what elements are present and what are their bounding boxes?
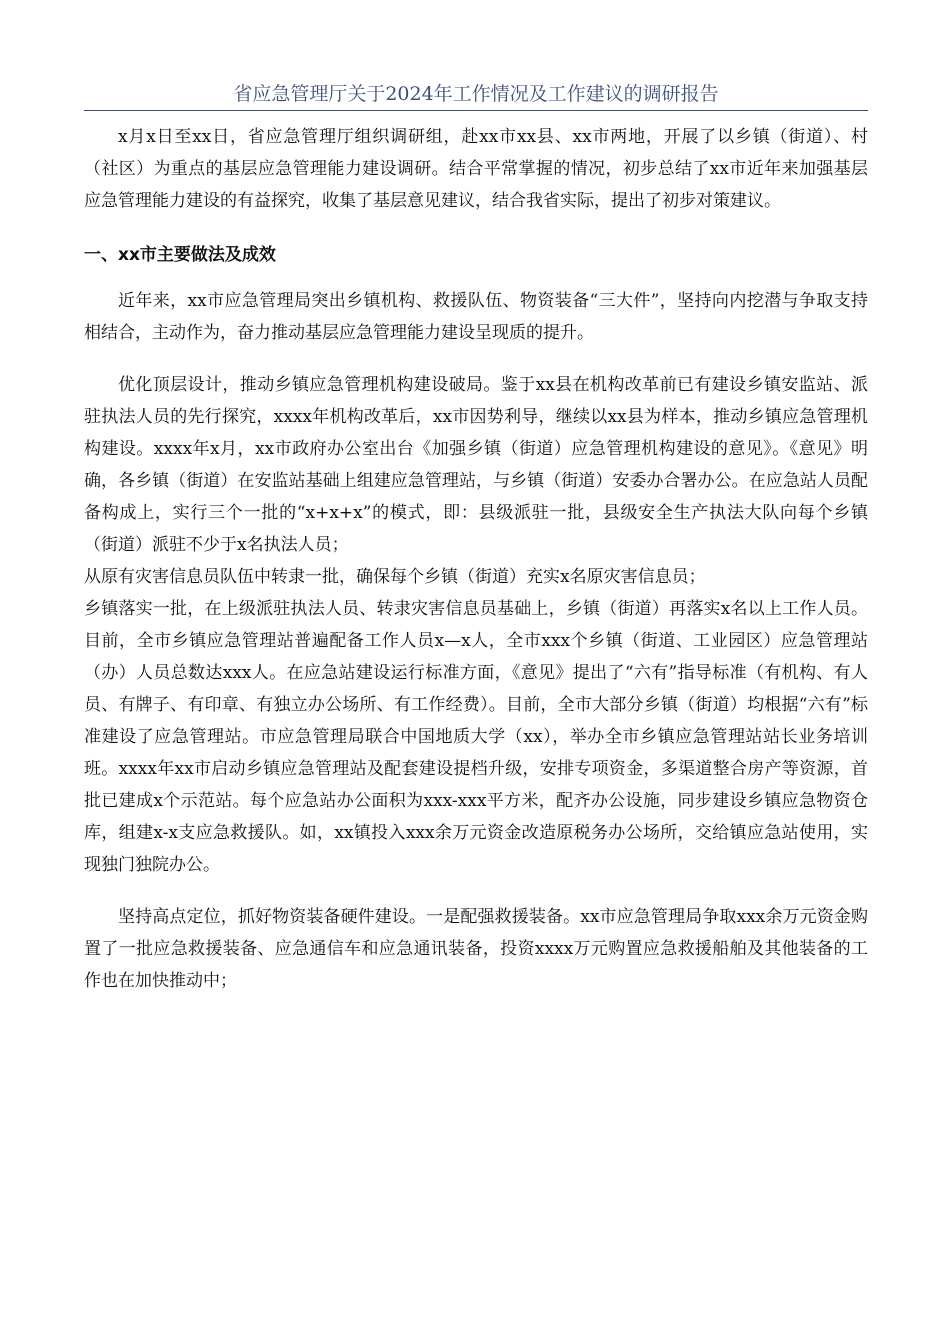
paragraph-5: 坚持高点定位，抓好物资装备硬件建设。一是配强救援装备。xx市应急管理局争取xxx余万元资金购置了一批应急救援装备、应急通信车和应急通讯装备，投资xxxx万元购置应急救援船舶及其他装备的工作也在加快推动中； (84, 907, 868, 991)
page-header-title: 省应急管理厅关于2024年工作情况及工作建议的调研报告 (233, 83, 719, 105)
paragraph-3: 从原有灾害信息员队伍中转隶一批，确保每个乡镇（街道）充实x名原灾害信息员； (84, 567, 706, 587)
document-body (84, 121, 868, 997)
section-heading-1: 一、xx市主要做法及成效 (84, 245, 276, 265)
intro-paragraph: x月x日至xx日，省应急管理厅组织调研组，赴xx市xx县、xx市两地，开展了以乡镇（街道）、村（社区）为重点的基层应急管理能力建设调研。结合平常掌握的情况，初步总结了xx市近年来加强基层应急管理能力建设的有益探究，收集了基层意见建议，结合我省实际，提出了初步对策建议。 (84, 127, 868, 211)
paragraph-1: 近年来，xx市应急管理局突出乡镇机构、救援队伍、物资装备“三大件”，坚持向内挖潜与争取支持相结合，主动作为，奋力推动基层应急管理能力建设呈现质的提升。 (84, 291, 868, 343)
header-divider (84, 110, 868, 111)
paragraph-2: 优化顶层设计，推动乡镇应急管理机构建设破局。鉴于xx县在机构改革前已有建设乡镇安监站、派驻执法人员的先行探究，xxxx年机构改革后，xx市因势利导，继续以xx县为样本，推动乡镇应急管理机构建设。xxxx年x月，xx市政府办公室出台《加强乡镇（街道）应急管理机构建设的意见》。《意见》明确，各乡镇（街道）在安监站基础上组建应急管理站，与乡镇（街道）安委办合署办公。在应急站人员配备构成上，实行三个一批的“x+x+x”的模式，即：县级派驻一批，县级安全生产执法大队向每个乡镇（街道）派驻不少于x名执法人员； (84, 375, 868, 555)
paragraph-4: 乡镇落实一批，在上级派驻执法人员、转隶灾害信息员基础上，乡镇（街道）再落实x名以上工作人员。目前，全市乡镇应急管理站普遍配备工作人员x—x人，全市xxx个乡镇（街道、工业园区）应急管理站（办）人员总数达xxx人。在应急站建设运行标准方面，《意见》提出了“六有”指导标准（有机构、有人员、有牌子、有印章、有独立办公场所、有工作经费）。目前，全市大部分乡镇（街道）均根据“六有”标准建设了应急管理站。市应急管理局联合中国地质大学（xx），举办全市乡镇应急管理站站长业务培训班。xxxx年xx市启动乡镇应急管理站及配套建设提档升级，安排专项资金，多渠道整合房产等资源，首批已建成x个示范站。每个应急站办公面积为xxx-xxx平方米，配齐办公设施，同步建设乡镇应急物资仓库，组建x-x支应急救援队。如，xx镇投入xxx余万元资金改造原税务办公场所，交给镇应急站使用，实现独门独院办公。 (84, 599, 868, 875)
